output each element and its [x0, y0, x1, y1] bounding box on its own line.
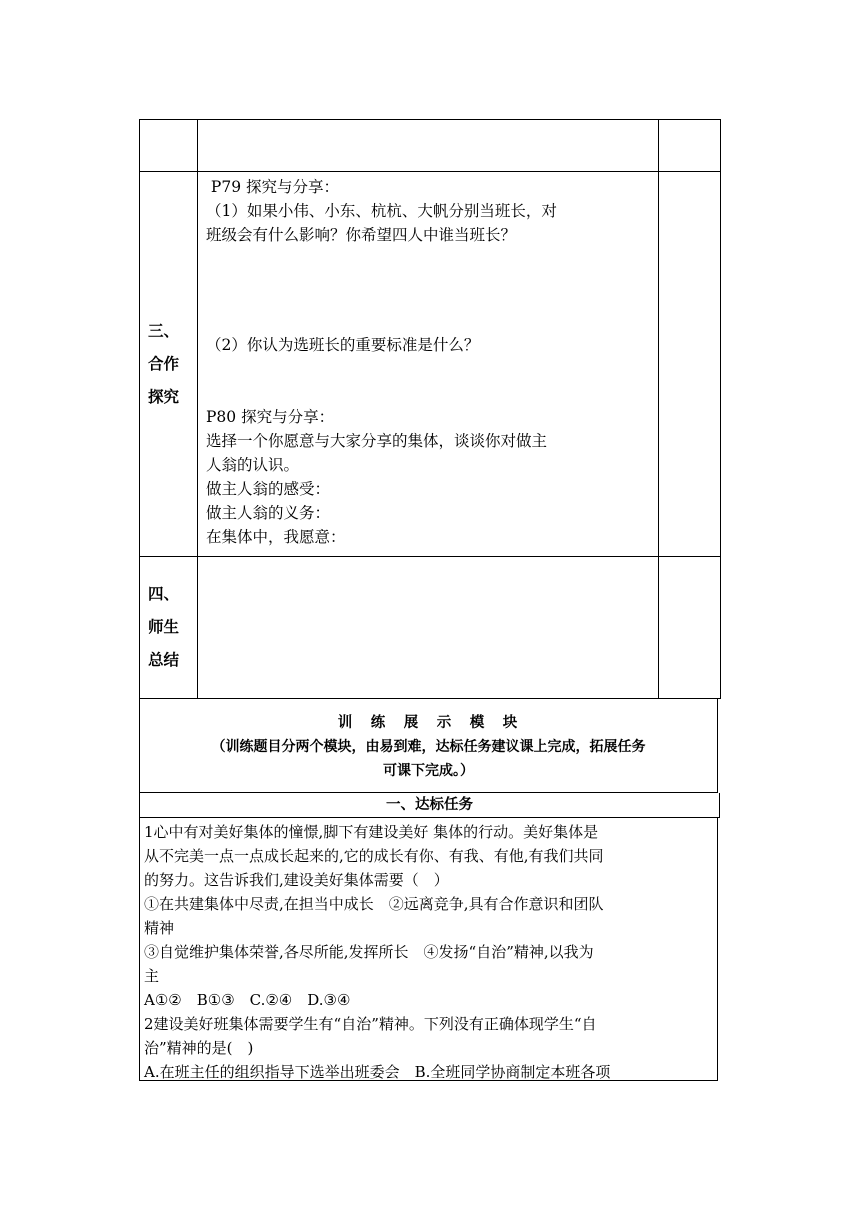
module-subtitle-line2: 可课下完成。）: [383, 763, 474, 779]
exercise-line: 2建设美好班集体需要学生有“自治”精神。下列没有正确体现学生“自: [144, 1015, 597, 1033]
table-row-empty: [140, 120, 721, 172]
section-label-cooperation: 三、 合作 探究: [140, 172, 198, 557]
text-line: 人翁的认识。: [206, 456, 300, 474]
row-content-cell: [198, 120, 659, 172]
text-line: 选择一个你愿意与大家分享的集体，谈谈你对做主: [206, 432, 548, 450]
worksheet: [139, 119, 720, 1081]
lesson-table: [139, 119, 721, 699]
section-title: 一、达标任务: [139, 793, 720, 818]
text-line: 做主人翁的感受：: [206, 480, 331, 498]
text-line: 做主人翁的义务：: [206, 504, 331, 522]
text-line: 班级会有什么影响？你希望四人中谁当班长？: [206, 226, 517, 244]
text-line: P80 探究与分享：: [206, 408, 335, 426]
cooperation-content: [198, 172, 659, 557]
text-line: （1）如果小伟、小东、杭杭、大帆分别当班长，对: [206, 202, 557, 220]
exercise-block: [139, 818, 718, 1081]
module-header: [139, 699, 718, 793]
text-line: （2）你认为选班长的重要标准是什么？: [206, 336, 480, 354]
exercise-line: A.在班主任的组织指导下选举出班委会 B.全班同学协商制定本班各项: [144, 1063, 611, 1081]
module-subtitle-line1: （训练题目分两个模块，由易到难，达标任务建议课上完成，拓展任务: [211, 739, 646, 755]
module-title: 训 练 展 示 模 块: [337, 715, 520, 731]
exercise-line: 主: [144, 967, 160, 985]
exercise-line: 的努力。这告诉我们,建设美好集体需要（ ）: [144, 871, 449, 889]
table-row-cooperation: [140, 172, 721, 557]
exercise-line: A①② B①③ C.②④ D.③④: [144, 991, 351, 1009]
table-row-summary: [140, 557, 721, 699]
row-extra-cell: [659, 120, 721, 172]
text-line: P79 探究与分享：: [206, 178, 340, 196]
exercise-line: 从不完美一点一点成长起来的,它的成长有你、有我、有他,有我们共同: [144, 847, 604, 865]
row-extra-cell: [659, 557, 721, 699]
summary-content: [198, 557, 659, 699]
row-extra-cell: [659, 172, 721, 557]
exercise-line: ③自觉维护集体荣誉,各尽所能,发挥所长 ④发扬“自治”精神,以我为: [144, 943, 594, 961]
exercise-line: 治”精神的是( ): [144, 1039, 254, 1057]
exercise-line: 精神: [144, 919, 175, 937]
section-label-summary: 四、 师生 总结: [140, 557, 198, 699]
exercise-line: 1心中有对美好集体的憧憬,脚下有建设美好 集体的行动。美好集体是: [144, 823, 599, 841]
text-line: 在集体中，我愿意：: [206, 528, 346, 546]
row-label-cell: [140, 120, 198, 172]
exercise-line: ①在共建集体中尽责,在担当中成长 ②远离竞争,具有合作意识和团队: [144, 895, 604, 913]
